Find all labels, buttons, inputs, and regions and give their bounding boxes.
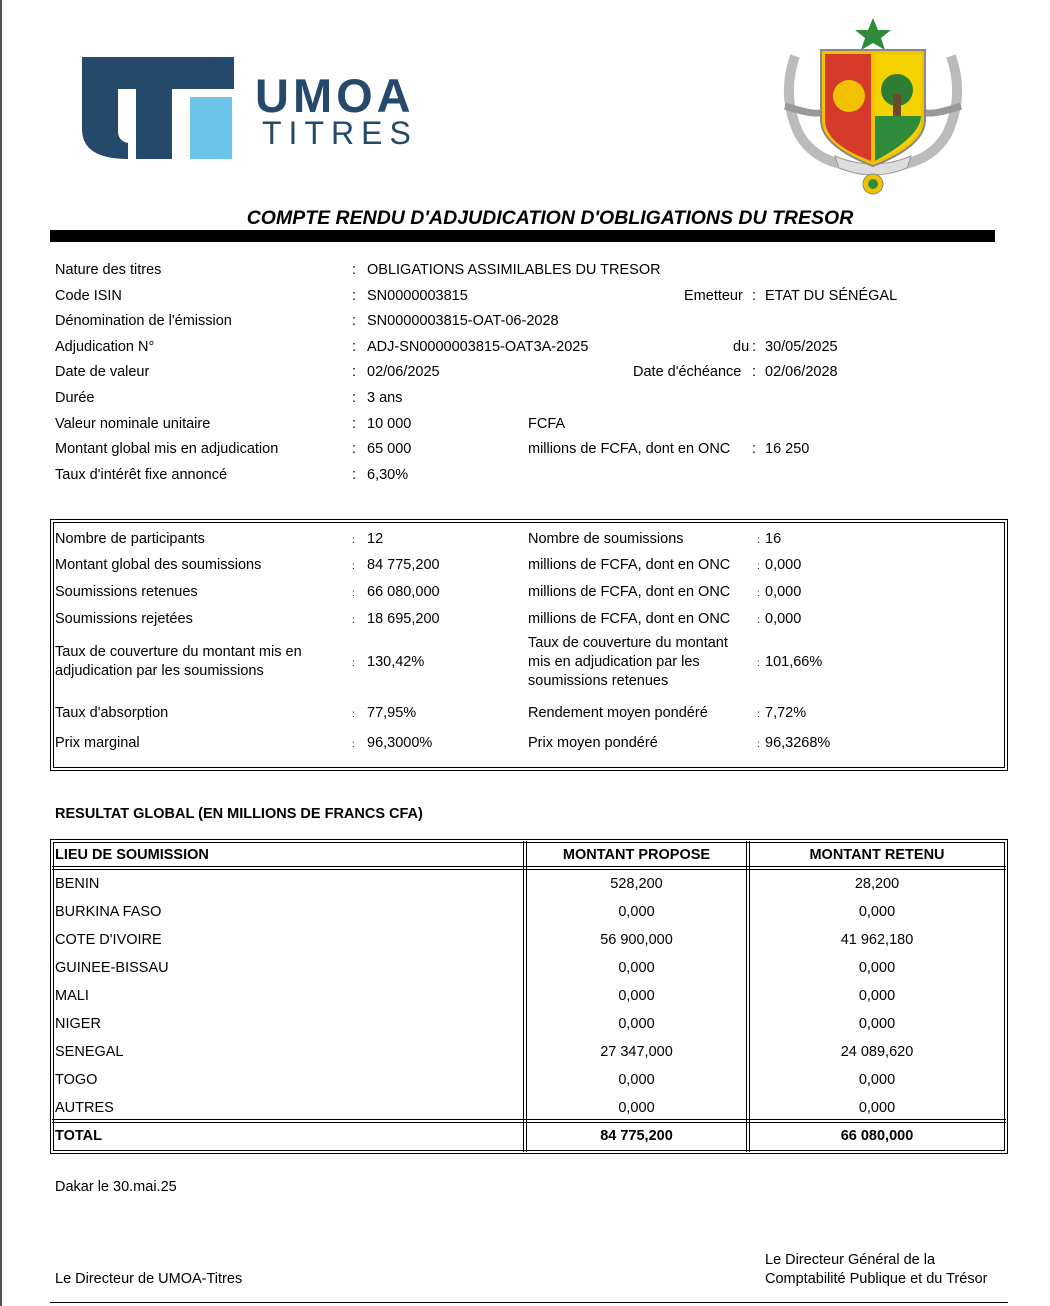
row-lieu: AUTRES	[55, 1100, 114, 1116]
colon: :	[352, 739, 355, 750]
total-retenu: 66 080,000	[840, 1128, 914, 1144]
total-label: TOTAL	[55, 1128, 102, 1144]
couverture-label-line2: adjudication par les soumissions	[55, 663, 264, 679]
row-lieu: MALI	[55, 988, 89, 1004]
prix-marginal-value: 96,3000%	[367, 735, 433, 751]
montant-global-onc: 16 250	[765, 441, 810, 457]
colon: :	[352, 467, 357, 483]
results-heading: RESULTAT GLOBAL (EN MILLIONS DE FRANCS CFA)	[55, 806, 423, 822]
colon: :	[352, 658, 355, 669]
row-propose: 0,000	[618, 960, 655, 976]
date-valeur-value: 02/06/2025	[367, 364, 440, 380]
colon: :	[757, 709, 760, 720]
row-retenu: 0,000	[858, 904, 896, 920]
montant-global-label: Montant global mis en adjudication	[55, 441, 279, 457]
header-montant-retenu: MONTANT RETENU	[809, 847, 945, 863]
taux-label: Taux d'intérêt fixe annoncé	[55, 467, 228, 483]
row-lieu: NIGER	[55, 1016, 101, 1032]
row-propose: 0,000	[618, 1016, 655, 1032]
du-value: 30/05/2025	[765, 339, 838, 355]
colon: :	[752, 441, 757, 457]
colon: :	[352, 390, 357, 406]
row-retenu: 0,000	[858, 1072, 896, 1088]
director-right-line1: Le Directeur Général de la	[765, 1252, 936, 1268]
onc-label: millions de FCFA, dont en ONC	[528, 584, 731, 600]
couverture-retenues-label-line3: soumissions retenues	[528, 673, 669, 689]
adjudication-value: ADJ-SN0000003815-OAT3A-2025	[367, 339, 589, 355]
header-montant-propose: MONTANT PROPOSE	[562, 847, 711, 863]
onc-label: millions de FCFA, dont en ONC	[528, 557, 731, 573]
montant-soumissions-label: Montant global des soumissions	[55, 557, 262, 573]
soumissions-value: 16	[765, 531, 782, 547]
colon: :	[752, 339, 757, 355]
place-date: Dakar le 30.mai.25	[55, 1179, 177, 1195]
colon: :	[757, 561, 760, 572]
absorption-value: 77,95%	[367, 705, 417, 721]
row-retenu: 41 962,180	[840, 932, 914, 948]
colon: :	[757, 615, 760, 626]
colon: :	[352, 535, 355, 546]
colon: :	[352, 339, 357, 355]
adjudication-label: Adjudication N°	[55, 339, 155, 355]
page-edge	[0, 0, 2, 1306]
rendement-label: Rendement moyen pondéré	[528, 705, 708, 721]
retenues-label: Soumissions retenues	[55, 584, 198, 600]
emetteur-label: Emetteur	[684, 288, 743, 304]
echeance-label: Date d'échéance	[633, 364, 742, 380]
colon: :	[752, 288, 757, 304]
valeur-nominale-label: Valeur nominale unitaire	[55, 416, 211, 432]
colon: :	[352, 441, 357, 457]
colon: :	[352, 262, 357, 278]
row-lieu: BURKINA FASO	[55, 904, 162, 920]
colon: :	[757, 739, 760, 750]
couverture-value: 130,42%	[367, 654, 425, 670]
couverture-label-line1: Taux de couverture du montant mis en	[55, 644, 302, 660]
rejetees-label: Soumissions rejetées	[55, 611, 193, 627]
logo-titres-text: TITRES	[262, 115, 418, 151]
colon: :	[352, 709, 355, 720]
colon: :	[352, 615, 355, 626]
row-propose: 0,000	[618, 904, 655, 920]
denomination-value: SN0000003815-OAT-06-2028	[367, 313, 559, 329]
soumissions-label: Nombre de soumissions	[528, 531, 684, 547]
row-propose: 0,000	[618, 1100, 655, 1116]
colon: :	[352, 416, 357, 432]
colon: :	[757, 658, 760, 669]
row-retenu: 28,200	[854, 876, 900, 892]
valeur-nominale-unit: FCFA	[528, 416, 566, 432]
row-propose: 528,200	[610, 876, 663, 892]
valeur-nominale-value: 10 000	[367, 416, 412, 432]
rendement-value: 7,72%	[765, 705, 807, 721]
colon: :	[752, 364, 757, 380]
director-right-line2: Comptabilité Publique et du Trésor	[765, 1271, 988, 1287]
montant-global-value: 65 000	[367, 441, 412, 457]
du-label: du	[733, 339, 750, 355]
denomination-label: Dénomination de l'émission	[55, 313, 232, 329]
nature-value: OBLIGATIONS ASSIMILABLES DU TRESOR	[367, 262, 661, 278]
total-propose: 84 775,200	[600, 1128, 673, 1144]
echeance-value: 02/06/2028	[765, 364, 838, 380]
row-retenu: 0,000	[858, 988, 896, 1004]
header-divider	[52, 866, 1006, 870]
row-lieu: GUINEE-BISSAU	[55, 960, 169, 976]
couverture-retenues-value: 101,66%	[765, 654, 823, 670]
couverture-retenues-label-line1: Taux de couverture du montant	[528, 635, 728, 651]
header-lieu: LIEU DE SOUMISSION	[55, 847, 209, 863]
retenues-value: 66 080,000	[367, 584, 440, 600]
row-propose: 56 900,000	[600, 932, 673, 948]
rejetees-value: 18 695,200	[367, 611, 440, 627]
onc-label: millions de FCFA, dont en ONC	[528, 611, 731, 627]
couverture-retenues-label-line2: mis en adjudication par les	[528, 654, 700, 670]
row-retenu: 24 089,620	[840, 1044, 914, 1060]
isin-label: Code ISIN	[55, 288, 122, 304]
row-lieu: TOGO	[55, 1072, 98, 1088]
row-propose: 0,000	[618, 1072, 655, 1088]
taux-value: 6,30%	[367, 467, 409, 483]
participants-label: Nombre de participants	[55, 531, 205, 547]
senegal-coat-of-arms-icon	[775, 16, 971, 202]
onc-value: 0,000	[765, 584, 802, 600]
row-propose: 0,000	[618, 988, 655, 1004]
prix-moyen-label: Prix moyen pondéré	[528, 735, 658, 751]
emetteur-value: ETAT DU SÉNÉGAL	[765, 288, 898, 304]
colon: :	[352, 588, 355, 599]
logo-umoa-text: UMOA	[255, 69, 415, 122]
director-left-signature: Le Directeur de UMOA-Titres	[55, 1271, 243, 1287]
logo-ut-mark-icon	[78, 55, 238, 159]
prix-marginal-label: Prix marginal	[55, 735, 140, 751]
colon: :	[757, 588, 760, 599]
colon: :	[757, 535, 760, 546]
colon: :	[352, 313, 357, 329]
colon: :	[352, 561, 355, 572]
colon: :	[352, 364, 357, 380]
participants-value: 12	[367, 531, 384, 547]
absorption-label: Taux d'absorption	[55, 705, 169, 721]
duree-label: Durée	[55, 390, 95, 406]
date-valeur-label: Date de valeur	[55, 364, 150, 380]
row-retenu: 0,000	[858, 960, 896, 976]
montant-global-unit: millions de FCFA, dont en ONC	[528, 441, 731, 457]
onc-value: 0,000	[765, 557, 802, 573]
footer-rule	[50, 1302, 1008, 1303]
document-title: COMPTE RENDU D'ADJUDICATION D'OBLIGATIONS DU TRESOR	[246, 207, 854, 229]
row-lieu: BENIN	[55, 876, 100, 892]
onc-value: 0,000	[765, 611, 802, 627]
montant-soumissions-value: 84 775,200	[367, 557, 440, 573]
row-retenu: 0,000	[858, 1016, 896, 1032]
row-propose: 27 347,000	[600, 1044, 673, 1060]
prix-moyen-value: 96,3268%	[765, 735, 831, 751]
duree-value: 3 ans	[367, 390, 403, 406]
row-lieu: COTE D'IVOIRE	[55, 932, 162, 948]
nature-label: Nature des titres	[55, 262, 162, 278]
total-divider	[52, 1119, 1006, 1123]
title-underline-bar	[50, 230, 995, 242]
row-lieu: SENEGAL	[55, 1044, 124, 1060]
row-retenu: 0,000	[858, 1100, 896, 1116]
colon: :	[352, 288, 357, 304]
isin-value: SN0000003815	[367, 288, 468, 304]
